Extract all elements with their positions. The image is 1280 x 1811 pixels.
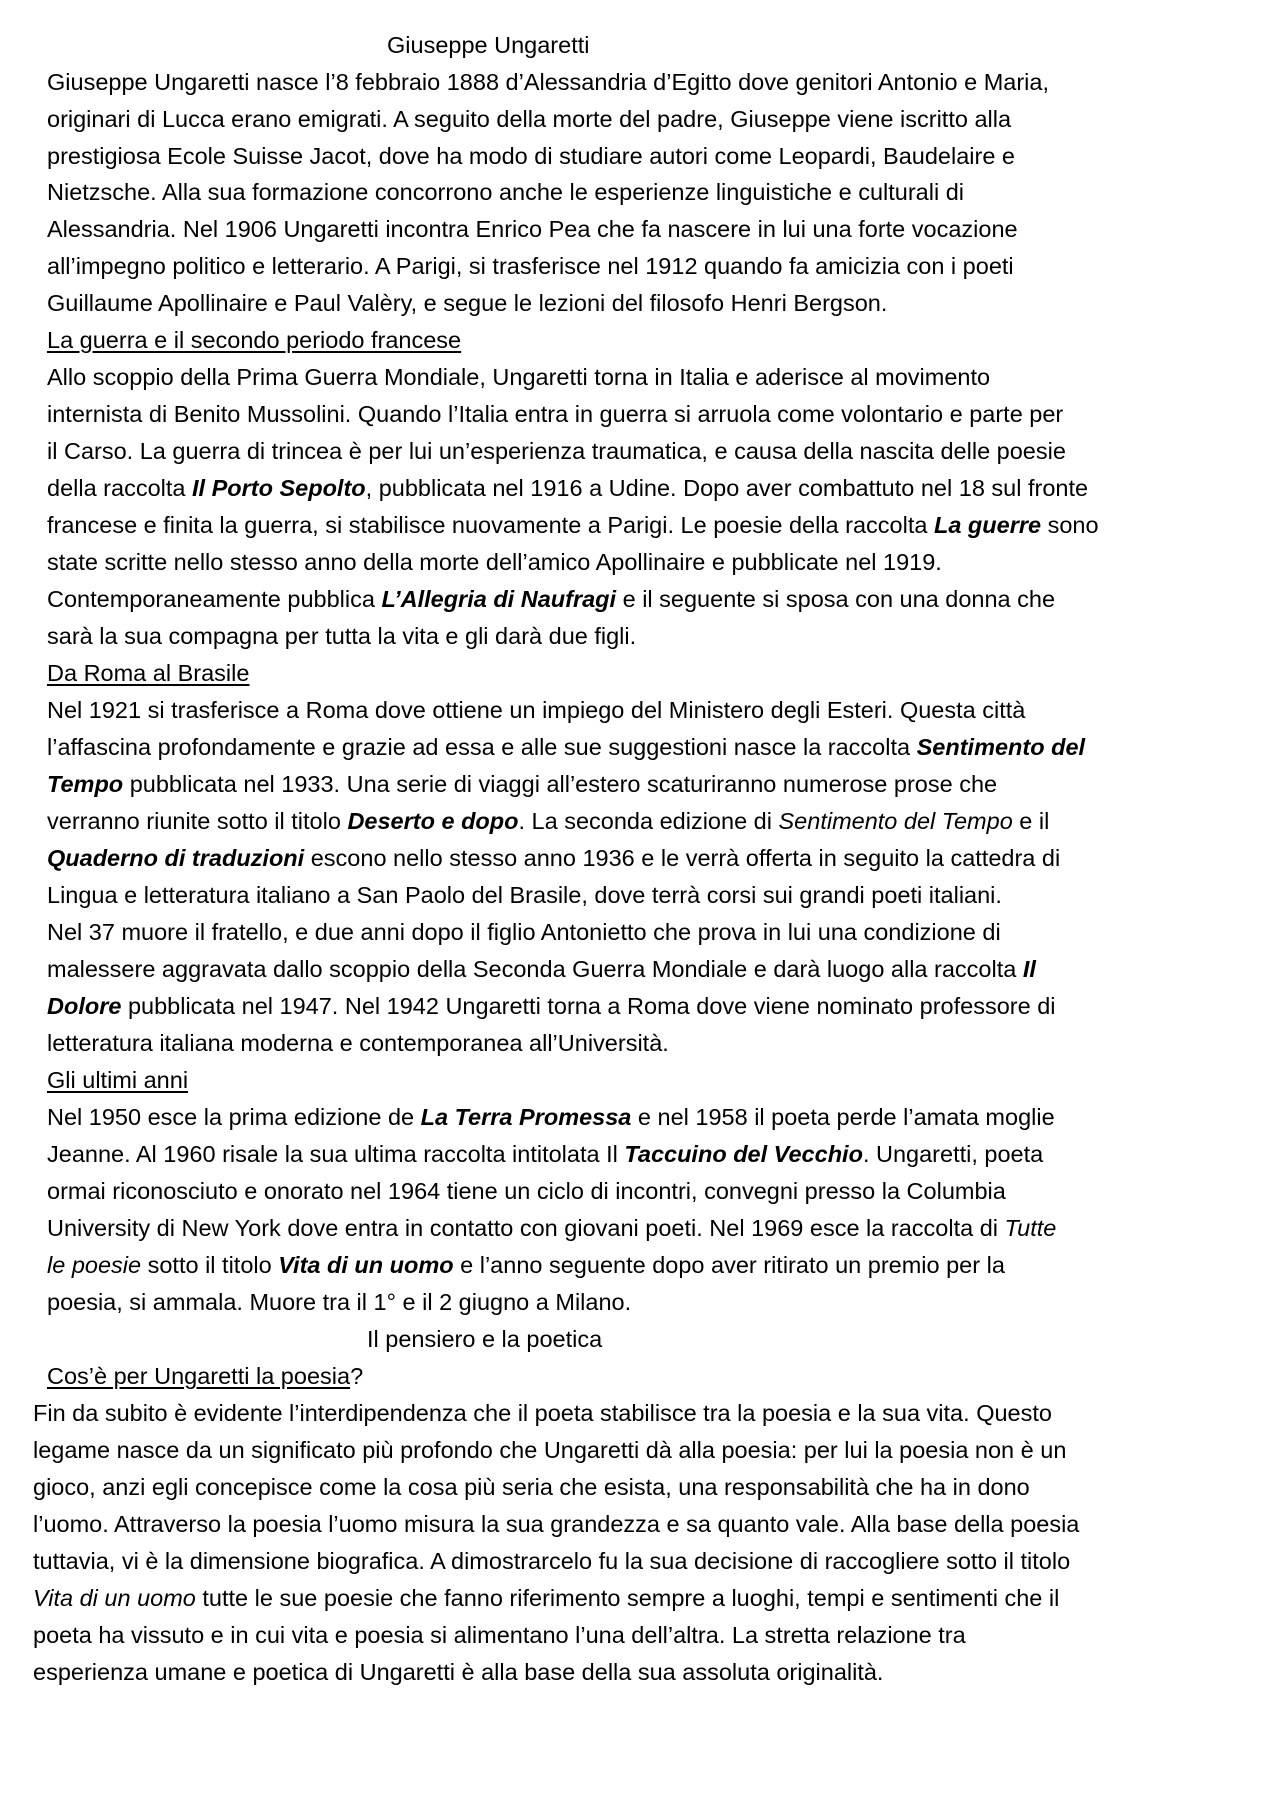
text-run: legame nasce da un significato più profondo che Ungaretti dà alla poesia: per lui la poesia non è un [33, 1437, 1067, 1463]
paragraph-line [47, 433, 1066, 469]
text-run: Nietzsche. Alla sua formazione concorrono anche le esperienze linguistiche e culturali di [47, 179, 965, 205]
paragraph-line [47, 1247, 1005, 1283]
book-title: Tutte [1004, 1215, 1057, 1241]
book-title: Quaderno di traduzioni [47, 845, 305, 871]
text-run: Nel 1921 si trasferisce a Roma dove ottiene un impiego del Ministero degli Esteri. Questa città [47, 697, 1026, 723]
text-run: Allo scoppio della Prima Guerra Mondiale, Ungaretti torna in Italia e aderisce al movimento [47, 364, 991, 390]
paragraph-line [47, 507, 1099, 543]
paragraph-line [47, 248, 1014, 284]
paragraph-line [47, 1284, 631, 1320]
text-run: University di New York dove entra in contatto con giovani poeti. Nel 1969 esce la raccolta di [47, 1215, 1005, 1241]
text-run: pubblicata nel 1933. Una serie di viaggi all’estero scaturiranno numerose prose che [123, 771, 998, 797]
text-run: gioco, anzi egli concepisce come la cosa più seria che esista, una responsabilità che ha in dono [33, 1474, 1030, 1500]
text-run: pubblicata nel 1947. Nel 1942 Ungaretti torna a Roma dove viene nominato professore di [121, 993, 1056, 1019]
text-run: letteratura italiana moderna e contemporanea all’Università. [47, 1030, 669, 1056]
book-title: Il [1022, 956, 1036, 982]
document-title [387, 27, 589, 63]
paragraph-line [33, 1395, 1052, 1431]
paragraph-line [47, 1210, 1056, 1246]
book-title: Taccuino del Vecchio [624, 1141, 863, 1167]
text-run: francese e finita la guerra, si stabilisce nuovamente a Parigi. Le poesie della raccolta [47, 512, 934, 538]
text-run: sotto il titolo [141, 1252, 279, 1278]
paragraph-line [33, 1617, 966, 1653]
heading-text: Cos’è per Ungaretti la poesia [47, 1363, 351, 1389]
text-run: sono [1041, 512, 1099, 538]
text-run: verranno riunite sotto il titolo [47, 808, 348, 834]
book-title: Sentimento del Tempo [778, 808, 1013, 834]
paragraph-line [47, 914, 1001, 950]
title-text: Il pensiero e la poetica [367, 1326, 603, 1352]
book-title: Sentimento del [916, 734, 1086, 760]
section-heading [47, 1358, 363, 1394]
heading-text: Da Roma al Brasile [47, 660, 250, 686]
book-title: L’Allegria di Naufragi [381, 586, 617, 612]
book-title: Vita di un uomo [33, 1585, 196, 1611]
text-run: e il [1012, 808, 1050, 834]
text-run: originari di Lucca erano emigrati. A seguito della morte del padre, Giuseppe viene iscritto alla [47, 106, 1012, 132]
text-run: sarà la sua compagna per tutta la vita e gli darà due figli. [47, 623, 637, 649]
text-run: esperienza umane e poetica di Ungaretti è alla base della sua assoluta originalità. [33, 1659, 884, 1685]
paragraph-line [47, 396, 1063, 432]
text-run: Contemporaneamente pubblica [47, 586, 382, 612]
paragraph-line [47, 581, 1055, 617]
paragraph-line [47, 544, 942, 580]
paragraph-line [47, 1099, 1055, 1135]
text-run: Nel 37 muore il fratello, e due anni dopo il figlio Antonietto che prova in lui una condizione di [47, 919, 1001, 945]
text-run: e l’anno seguente dopo aver ritirato un premio per la [453, 1252, 1005, 1278]
paragraph-line [47, 803, 1049, 839]
paragraph-line [47, 101, 1011, 137]
paragraph-line [47, 692, 1025, 728]
section-title [367, 1321, 602, 1357]
text-run: il Carso. La guerra di trincea è per lui un’esperienza traumatica, e causa della nascita delle poesie [47, 438, 1066, 464]
text-run: internista di Benito Mussolini. Quando l’Italia entra in guerra si arruola come volontario e parte per [47, 401, 1064, 427]
text-run: tutte le sue poesie che fanno riferimento sempre a luoghi, tempi e sentimenti che il [195, 1585, 1060, 1611]
text-run: escono nello stesso anno 1936 e le verrà offerta in seguito la cattedra di [304, 845, 1061, 871]
paragraph-line [47, 1136, 1043, 1172]
book-title: Vita di un uomo [278, 1252, 454, 1278]
text-run: ormai riconosciuto e onorato nel 1964 tiene un ciclo di incontri, convegni presso la Columbia [47, 1178, 1006, 1204]
paragraph-line [47, 729, 1085, 765]
section-heading [47, 1062, 188, 1098]
text-run: l’uomo. Attraverso la poesia l’uomo misura la sua grandezza e sa quanto vale. Alla base della poesia [33, 1511, 1080, 1537]
section-heading [47, 322, 461, 358]
text-run: Jeanne. Al 1960 risale la sua ultima raccolta intitolata Il [47, 1141, 625, 1167]
paragraph-line [47, 766, 997, 802]
text-run: l’affascina profondamente e grazie ad essa e alle sue suggestioni nasce la raccolta [47, 734, 917, 760]
paragraph-line [47, 359, 990, 395]
text-run: e nel 1958 il poeta perde l’amata moglie [631, 1104, 1055, 1130]
text-run: tuttavia, vi è la dimensione biografica. A dimostrarcelo fu la sua decisione di raccogliere sotto il titolo [33, 1548, 1071, 1574]
paragraph-line [47, 988, 1056, 1024]
text-run: , pubblicata nel 1916 a Udine. Dopo aver combattuto nel 18 sul fronte [365, 475, 1089, 501]
paragraph-line [47, 285, 887, 321]
paragraph-line [47, 174, 964, 210]
paragraph-line [33, 1543, 1070, 1579]
paragraph-line [33, 1432, 1066, 1468]
text-run: Guillaume Apollinaire e Paul Valèry, e segue le lezioni del filosofo Henri Bergson. [47, 290, 888, 316]
paragraph-line [47, 840, 1060, 876]
text-run: prestigiosa Ecole Suisse Jacot, dove ha modo di studiare autori come Leopardi, Baudelaire e [47, 143, 1015, 169]
text-run: malessere aggravata dallo scoppio della Seconda Guerra Mondiale e darà luogo alla raccolta [47, 956, 1023, 982]
text-run: ? [350, 1363, 364, 1389]
heading-text: Gli ultimi anni [47, 1067, 189, 1093]
paragraph-line [33, 1506, 1079, 1542]
text-run: Nel 1950 esce la prima edizione de [47, 1104, 421, 1130]
book-title: Deserto e dopo [347, 808, 519, 834]
text-run: e il seguente si sposa con una donna che [616, 586, 1056, 612]
paragraph-line [47, 138, 1015, 174]
text-run: poesia, si ammala. Muore tra il 1° e il 2 giugno a Milano. [47, 1289, 632, 1315]
text-run: all’impegno politico e letterario. A Parigi, si trasferisce nel 1912 quando fa amicizia con i poeti [47, 253, 1014, 279]
heading-text: La guerra e il secondo periodo francese [47, 327, 462, 353]
paragraph-line [47, 470, 1088, 506]
book-title: Tempo [47, 771, 124, 797]
paragraph-line [47, 1025, 669, 1061]
book-title: Dolore [47, 993, 122, 1019]
section-heading [47, 655, 249, 691]
paragraph-line [47, 1173, 1006, 1209]
title-text: Giuseppe Ungaretti [387, 32, 590, 58]
text-run: . Ungaretti, poeta [862, 1141, 1044, 1167]
text-run: Alessandria. Nel 1906 Ungaretti incontra Enrico Pea che fa nascere in lui una forte vocazione [47, 216, 1018, 242]
paragraph-line [33, 1580, 1059, 1616]
text-run: Fin da subito è evidente l’interdipendenza che il poeta stabilisce tra la poesia e la sua vita. Questo [33, 1400, 1052, 1426]
text-run: della raccolta [47, 475, 192, 501]
book-title: le poesie [47, 1252, 142, 1278]
text-run: poeta ha vissuto e in cui vita e poesia si alimentano l’una dell’altra. La stretta relazione tra [33, 1622, 966, 1648]
paragraph-line [47, 211, 1018, 247]
paragraph-line [47, 877, 1002, 913]
paragraph-line [33, 1654, 883, 1690]
paragraph-line [47, 618, 636, 654]
text-run: Lingua e letteratura italiano a San Paolo del Brasile, dove terrà corsi sui grandi poeti italiani. [47, 882, 1002, 908]
book-title: Il Porto Sepolto [192, 475, 366, 501]
text-run: . La seconda edizione di [518, 808, 779, 834]
paragraph-line [47, 64, 1049, 100]
paragraph-line [33, 1469, 1030, 1505]
text-run: state scritte nello stesso anno della morte dell’amico Apollinaire e pubblicate nel 1919. [47, 549, 942, 575]
paragraph-line [47, 951, 1036, 987]
book-title: La Terra Promessa [420, 1104, 632, 1130]
book-title: La guerre [933, 512, 1042, 538]
text-run: Giuseppe Ungaretti nasce l’8 febbraio 1888 d’Alessandria d’Egitto dove genitori Antonio e Maria, [47, 69, 1049, 95]
